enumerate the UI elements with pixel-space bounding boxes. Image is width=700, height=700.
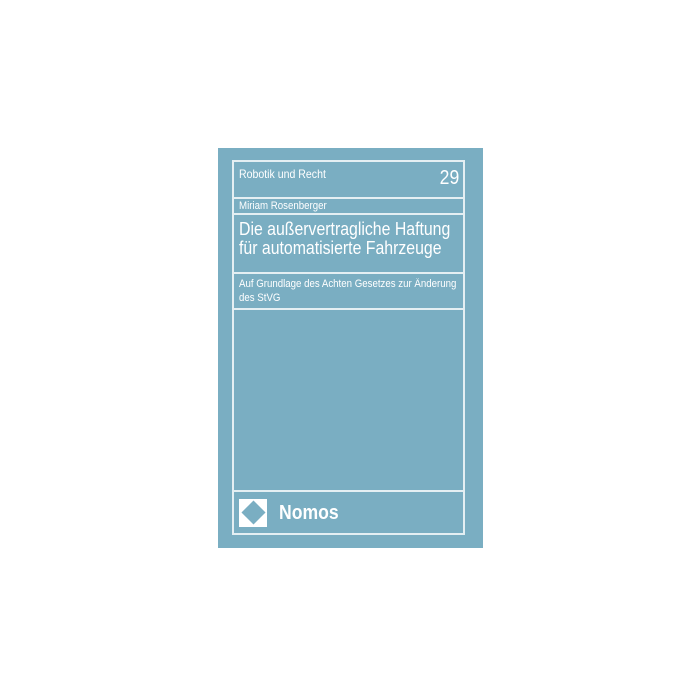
- volume-number: [437, 168, 459, 188]
- subtitle-line-2: des StVG: [239, 292, 281, 304]
- cover-frame: [232, 160, 465, 535]
- author-name: Miriam Rosenberger: [239, 200, 327, 212]
- publisher-name: [279, 503, 347, 523]
- title-line-1: Die außervertragliche Haftung: [239, 219, 451, 239]
- nomos-logo: [239, 499, 267, 527]
- title-block: [234, 215, 463, 274]
- subtitle-line-1: Auf Grundlage des Achten Gesetzes zur Änderung: [239, 278, 457, 290]
- title-line-2: für automatisierte Fahrzeuge: [239, 238, 442, 258]
- diamond-icon: [241, 500, 265, 524]
- book-cover: [218, 148, 483, 548]
- publisher-name-text: Nomos: [279, 501, 339, 524]
- author-row: [234, 199, 463, 215]
- empty-area: [234, 310, 463, 492]
- series-title-text: Robotik und Recht: [239, 167, 326, 181]
- series-header-row: [234, 162, 463, 199]
- subtitle-block: [234, 274, 463, 310]
- volume-number-text: 29: [439, 167, 459, 189]
- publisher-row: [234, 492, 463, 533]
- series-title: [239, 167, 338, 181]
